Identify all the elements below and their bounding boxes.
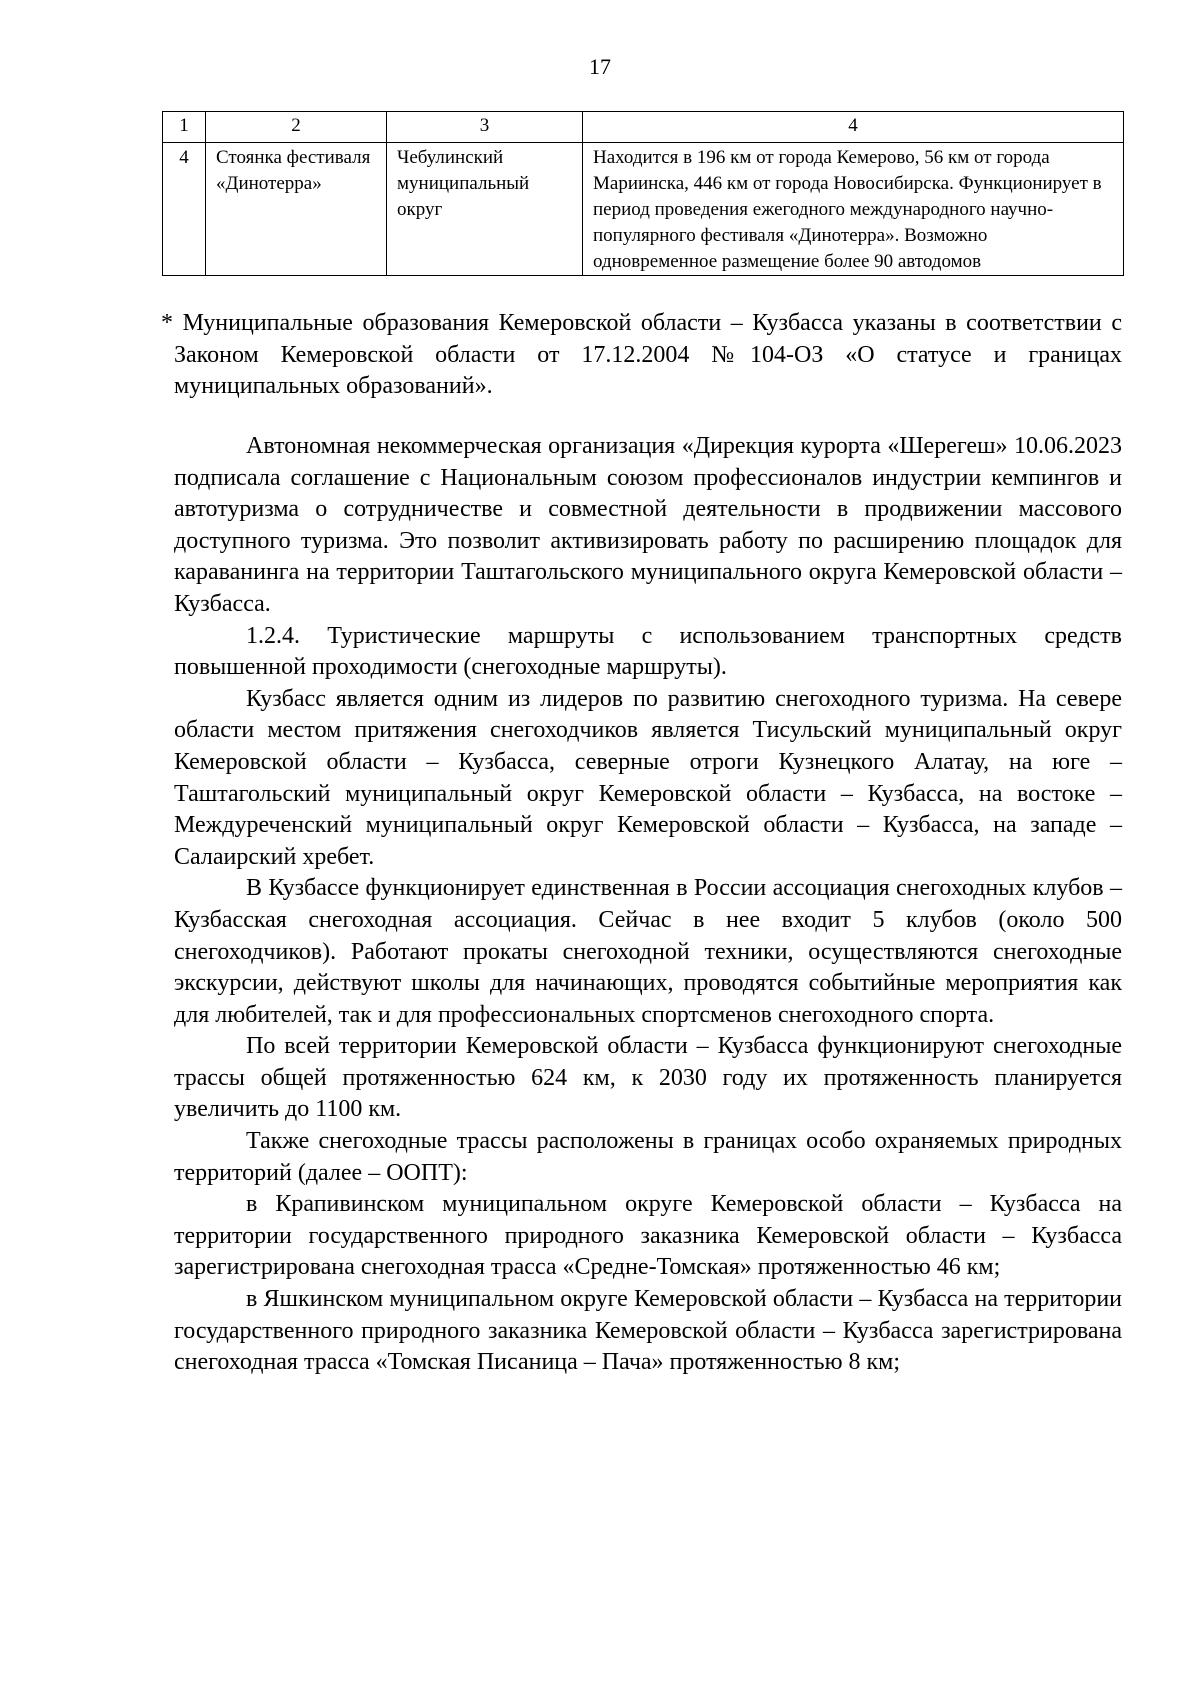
table-row xyxy=(163,143,1124,276)
paragraph: в Крапивинском муниципальном округе Кемеровской области – Кузбасса на территории государственного природного заказника Кемеровской области – Кузбасса зарегистрирована снегоходная трасса «Средне-Томская» протяженностью 46 км; xyxy=(174,1191,1122,1281)
row-number-cell: 4 xyxy=(163,143,206,276)
footnote xyxy=(161,308,1122,403)
district-cell: Чебулинский муниципальный округ xyxy=(387,143,583,276)
description-cell: Находится в 196 км от города Кемерово, 56 км от города Мариинска, 446 км от города Новосибирска. Функционирует в период проведения ежегодного международного научно-популярного фестиваля «Динотерра». Возможно одновременное размещение более 90 автодомов xyxy=(583,143,1124,276)
table-header-cell: 3 xyxy=(387,112,583,143)
paragraph: По всей территории Кемеровской области – Кузбасса функционируют снегоходные трассы общей протяженностью 624 км, к 2030 году их протяженность планируется увеличить до 1100 км. xyxy=(174,1033,1122,1123)
footnote-text: * Муниципальные образования Кемеровской области – Кузбасса указаны в соответствии с Законом Кемеровской области от 17.12.2004 №104-ОЗ «О статусе и границах муниципальных образований». xyxy=(161,310,1122,400)
page-number: 17 xyxy=(589,54,611,79)
table-header-cell: 2 xyxy=(206,112,387,143)
table-header-row xyxy=(163,112,1124,143)
body-text xyxy=(174,431,1122,1379)
table-header-cell: 1 xyxy=(163,112,206,143)
data-table xyxy=(162,111,1124,276)
paragraph: Кузбасс является одним из лидеров по развитию снегоходного туризма. На севере области местом притяжения снегоходчиков является Тисульский муниципальный округ Кемеровской области – Кузбасса, северные отроги Кузнецкого Алатау, на юге – Таштагольский муниципальный округ Кемеровской области – Кузбасса, на востоке – Междуреченский муниципальный округ Кемеровской области – Кузбасса, на западе – Салаирский хребет. xyxy=(174,685,1122,870)
paragraph: Также снегоходные трассы расположены в границах особо охраняемых природных территорий (далее – ООПТ): xyxy=(174,1128,1122,1186)
paragraph: В Кузбассе функционирует единственная в России ассоциация снегоходных клубов – Кузбасская снегоходная ассоциация. Сейчас в нее входит 5 клубов (около 500 снегоходчиков). Работают прокаты снегоходной техники, осуществляются снегоходные экскурсии, действуют школы для начинающих, проводятся событийные мероприятия как для любителей, так и для профессиональных спортсменов снегоходного спорта. xyxy=(174,875,1122,1028)
section-heading: 1.2.4. Туристические маршруты с использованием транспортных средств повышенной проходимости (снегоходные маршруты). xyxy=(174,622,1122,681)
site-name-cell: Стоянка фестиваля «Динотерра» xyxy=(206,143,387,276)
paragraph: Автономная некоммерческая организация «Дирекция курорта «Шерегеш» 10.06.2023 подписала соглашение с Национальным союзом профессионалов индустрии кемпингов и автотуризма о сотрудничестве и совместной деятельности в продвижении массового доступного туризма. Это позволит активизировать работу по расширению площадок для караванинга на территории Таштагольского муниципального округа Кемеровской области – Кузбасса. xyxy=(174,433,1122,617)
table-header-cell: 4 xyxy=(583,112,1124,143)
paragraph: в Яшкинском муниципальном округе Кемеровской области – Кузбасса на территории государственного природного заказника Кемеровской области – Кузбасса зарегистрирована снегоходная трасса «Томская Писаница – Пача» протяженностью 8 км; xyxy=(174,1286,1122,1376)
